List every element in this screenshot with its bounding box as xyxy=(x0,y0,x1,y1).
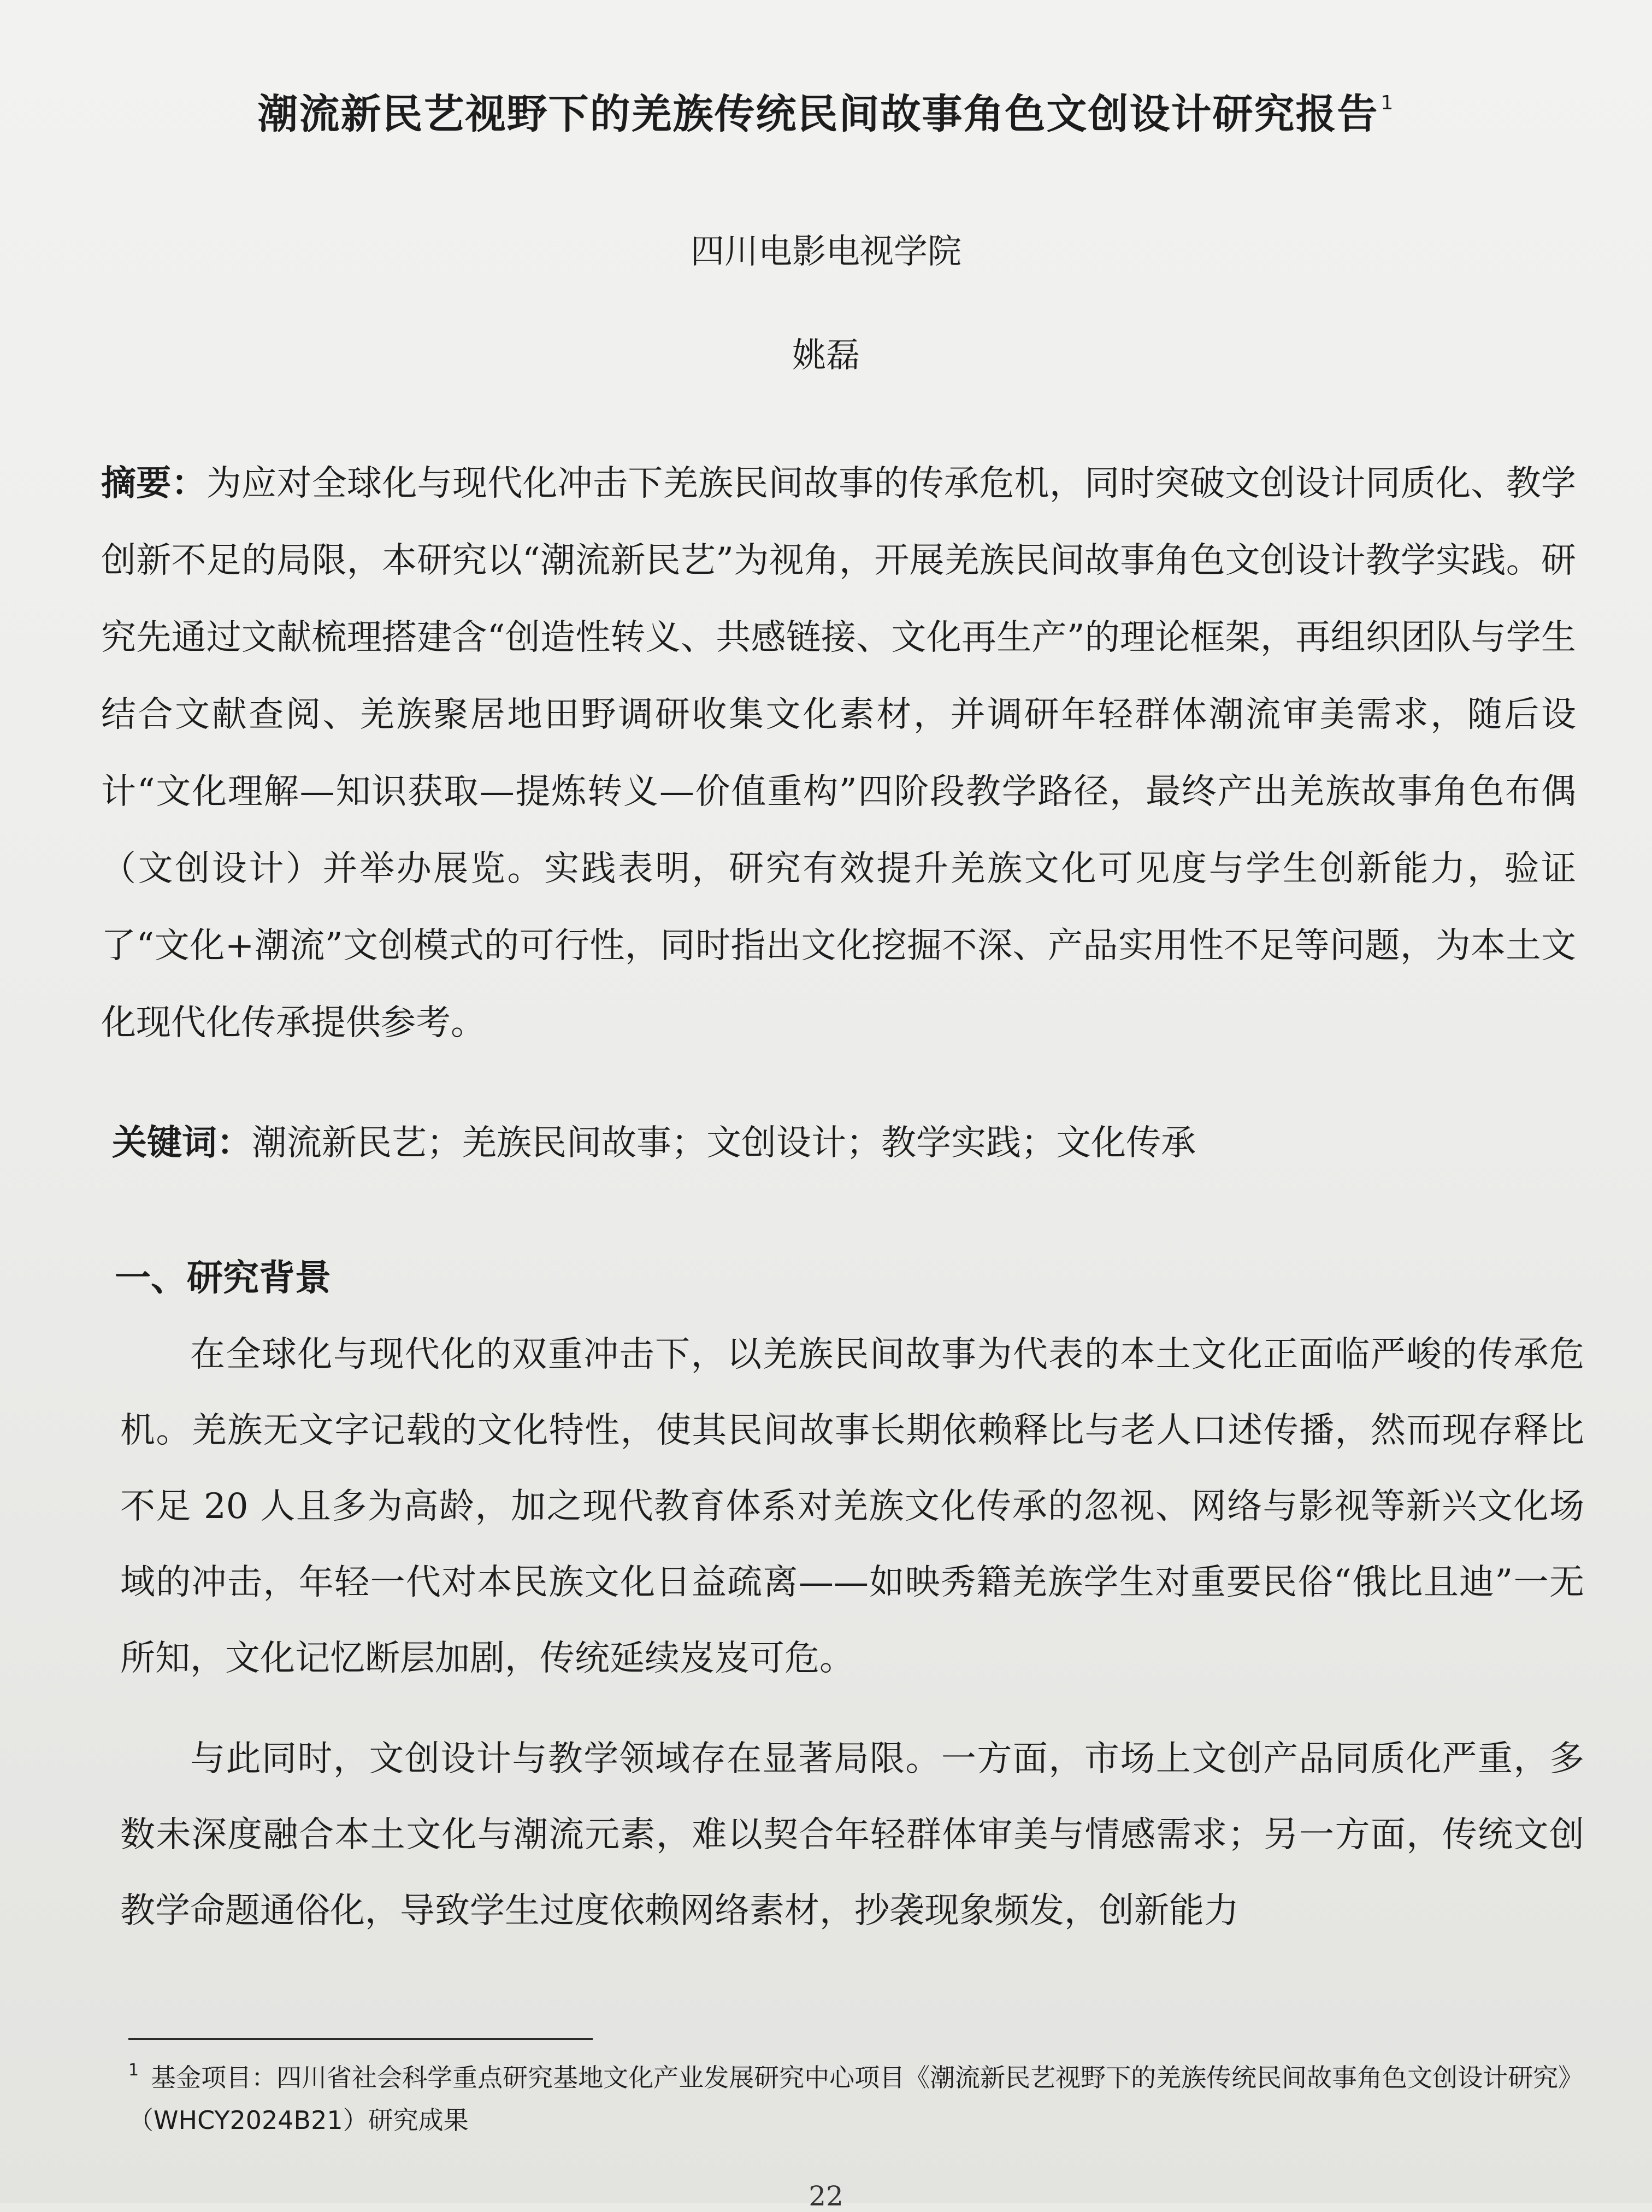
page-number: 22 xyxy=(809,2180,843,2212)
document-title xyxy=(0,82,1652,140)
section-heading: 一、研究背景 xyxy=(115,1257,331,1299)
keywords-block xyxy=(112,1115,1587,1165)
abstract-text: 为应对全球化与现代化冲击下羌族民间故事的传承危机，同时突破文创设计同质化、教学创新不足的局限，本研究以“潮流新民艺”为视角，开展羌族民间故事角色文创设计教学实践。研究先通过文献梳理搭建含“创造性转义、共感链接、文化再生产”的理论框架，再组织团队与学生结合文献查阅、羌族聚居地田野调研收集文化素材，并调研年轻群体潮流审美需求，随后设计“文化理解—知识获取—提炼转义—价值重构”四阶段教学路径，最终产出羌族故事角色布偶（文创设计）并举办展览。实践表明，研究有效提升羌族文化可见度与学生创新能力，验证了“文化+潮流”文创模式的可行性，同时指出文化挖掘不深、产品实用性不足等问题，为本土文化现代化传承提供参考。 xyxy=(101,463,1577,1043)
body-paragraph-2: 与此同时，文创设计与教学领域存在显著局限。一方面，市场上文创产品同质化严重，多数未深度融合本土文化与潮流元素，难以契合年轻群体审美与情感需求；另一方面，传统文创教学命题通俗化，导致学生过度依赖网络素材，抄袭现象频发，创新能力 xyxy=(120,1739,1584,1931)
footnote xyxy=(128,2049,1592,2142)
keywords-label: 关键词： xyxy=(112,1123,252,1163)
footnote-mark: 1 xyxy=(128,2061,139,2080)
author-affiliation: 四川电影电视学院 xyxy=(690,231,961,271)
title-footnote-mark: 1 xyxy=(1380,92,1395,114)
footnote-text: 基金项目：四川省社会科学重点研究基地文化产业发展研究中心项目《潮流新民艺视野下的羌族传统民间故事角色文创设计研究》（WHCY2024B21）研究成果 xyxy=(128,2063,1584,2135)
abstract-label: 摘要： xyxy=(101,463,206,504)
footnote-divider xyxy=(128,2038,593,2040)
author-name: 姚磊 xyxy=(792,335,860,375)
keywords-text: 潮流新民艺；羌族民间故事；文创设计；教学实践；文化传承 xyxy=(252,1123,1196,1163)
body-paragraph-1: 在全球化与现代化的双重冲击下，以羌族民间故事为代表的本土文化正面临严峻的传承危机。羌族无文字记载的文化特性，使其民间故事长期依赖释比与老人口述传播，然而现存释比不足 20 人且多为高龄，加之现代教育体系对羌族文化传承的忽视、网络与影视等新兴文化场域的冲击，年轻一代对本民族文化日益疏离——如映秀籍羌族学生对重要民俗“俄比且迪”一无所知，文化记忆断层加剧，传统延续岌岌可危。 xyxy=(120,1334,1584,1679)
abstract-block xyxy=(101,445,1576,1062)
title-text: 潮流新民艺视野下的羌族传统民间故事角色文创设计研究报告 xyxy=(257,91,1379,138)
